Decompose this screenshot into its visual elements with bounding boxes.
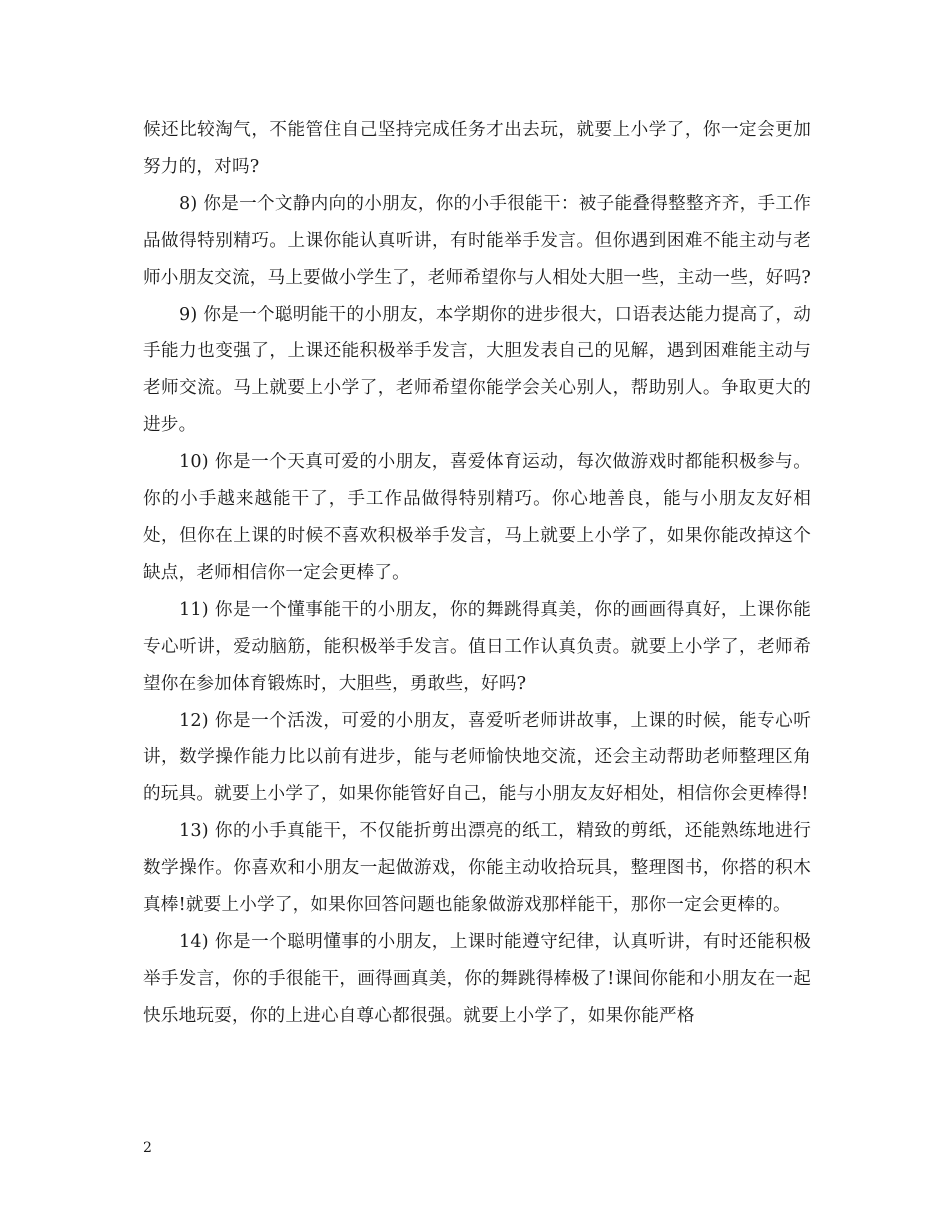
- paragraph-item-10: 10) 你是一个天真可爱的小朋友，喜爱体育运动，每次做游戏时都能积极参与。你的小手越来越能干了，手工作品做得特别精巧。你心地善良，能与小朋友友好相处，但你在上课的时候不喜欢积极举手发言，马上就要上小学了，如果你能改掉这个缺点，老师相信你一定会更棒了。: [143, 452, 811, 583]
- paragraph-item-8: 8) 你是一个文静内向的小朋友，你的小手很能干：被子能叠得整整齐齐，手工作品做得特别精巧。上课你能认真听讲，有时能举手发言。但你遇到困难不能主动与老师小朋友交流，马上要做小学生了，老师希望你与人相处大胆一些，主动一些，好吗?: [143, 193, 812, 288]
- paragraph-item-11: 11) 你是一个懂事能干的小朋友，你的舞跳得真美，你的画画得真好，上课你能专心听讲，爱动脑筋，能积极举手发言。值日工作认真负责。就要上小学了，老师希望你在参加体育锻炼时，大胆些，勇敢些，好吗?: [143, 599, 811, 694]
- paragraph-item-9: 9) 你是一个聪明能干的小朋友，本学期你的进步很大，口语表达能力提高了，动手能力也变强了，上课还能积极举手发言，大胆发表自己的见解，遇到困难能主动与老师交流。马上就要上小学了，老师希望你能学会关心别人，帮助别人。争取更大的进步。: [143, 304, 811, 436]
- paragraph-item-13: 13) 你的小手真能干，不仅能折剪出漂亮的纸工，精致的剪纸，还能熟练地进行数学操作。你喜欢和小朋友一起做游戏，你能主动收拾玩具，整理图书，你搭的积木真棒!就要上小学了，如果你回答问题也能象做游戏那样能干，那你一定会更棒的。: [143, 821, 811, 916]
- paragraph-item-12: 12) 你是一个活泼，可爱的小朋友，喜爱听老师讲故事，上课的时候，能专心听讲，数学操作能力比以前有进步，能与老师愉快地交流，还会主动帮助老师整理区角的玩具。就要上小学了，如果你能管好自己，能与小朋友友好相处，相信你会更棒得!: [143, 710, 811, 805]
- page-number: 2: [143, 1140, 152, 1156]
- paragraph-item-14: 14) 你是一个聪明懂事的小朋友，上课时能遵守纪律，认真听讲，有时还能积极举手发言，你的手很能干，画得画真美，你的舞跳得棒极了!课间你能和小朋友在一起快乐地玩耍，你的上进心自尊心都很强。就要上小学了，如果你能严格: [143, 931, 811, 1026]
- paragraph-continuation: 候还比较淘气，不能管住自己坚持完成任务才出去玩，就要上小学了，你一定会更加努力的，对吗?: [143, 120, 811, 177]
- document-body: [143, 112, 811, 1035]
